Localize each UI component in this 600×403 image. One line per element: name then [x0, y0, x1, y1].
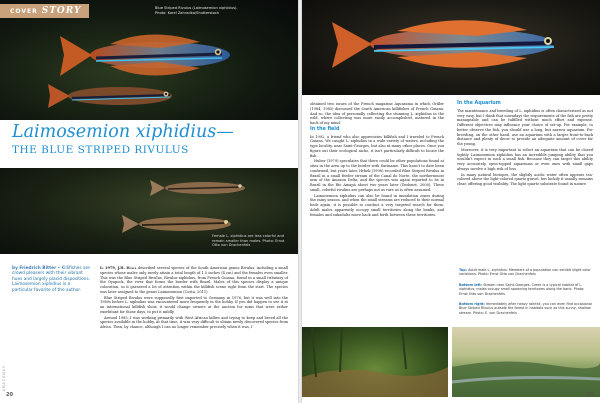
paragraph: Around 1985, I was working primarily with West African killies and trying to keep and breed all the species available in the hobby. At that time, it was very difficult to obtain newly discovered species from Africa. Then, by chance, although I can no longer remember precisely when it was, I	[100, 315, 288, 329]
female-fish-caption: Female L. xiphidius are less colorful and remain smaller than males. Photo: Ernst Otto von Drachenfels	[212, 234, 285, 248]
right-body-column-2	[457, 102, 593, 188]
paragraph: obtained two issues of the French magazine Aquarama in which Oriller (1984, 1985) discussed the South American killifishes of French Guiana. And so, the idea of personally collecting the stunning L. xiphidius in the wild, where collecting was more easily accomplished, matured in the back of my mind.	[310, 102, 444, 125]
section-tab-prefix: COVER	[10, 7, 38, 15]
caption-text: Immediately after heavy rainfall, you can even find occasional Blue Striped Rivulus outside the forest in habitats such as this sunny, shallow stream. Photo: E. von Drachenfels	[459, 302, 592, 315]
caption-text: Adult male L. xiphidius. Members of a population can exhibit slight color variations. Photo: Ernst Otto von Drachenfels	[459, 268, 591, 277]
section-tab-word: STORY	[41, 6, 82, 16]
section-tab	[0, 4, 89, 18]
left-body-column	[100, 266, 288, 331]
right-page	[302, 0, 600, 403]
paragraph: Moreover, it is very important to select an aquarium that can be closed tightly. Laimosemion xiphidius has an incredible jumping ability that you wouldn't expect in such a small fish. Because they can target this ability very accurately, open-topped aquariums or even ones with small gaps always involve a high risk of loss.	[457, 147, 593, 171]
intro-blurb	[12, 266, 92, 293]
heading-in-the-aquarium: In the Aquarium	[457, 101, 501, 106]
page-number-right: 21	[587, 392, 594, 398]
heading-in-the-field: In the field	[310, 126, 340, 132]
sunny-stream-photo	[452, 327, 600, 397]
paragraph: Blue Striped Rivulus were supposedly first imported to Germany in 1976, but it was well into the 1980s before L. xiphidius was encountered more frequently in the hobby. If you did happen to see it at an international killifish show, it would change owners at the auction for sums that were rather exorbitant for those days, to put it mildly.	[100, 295, 288, 314]
left-page	[0, 0, 298, 403]
caption-label: Top:	[459, 268, 467, 272]
paragraph: In 1992, a friend who also appreciates killifish and I traveled to French Guiana. We caught L. xiphidius in a wide variety of waters, including the type locality, near Saint-Georges, but also at many other places. Once you figure out their ecological niche, it isn't particularly difficult to locate the fish.	[310, 134, 444, 158]
hero-caption: Blue Striped Rivulus (Laimosemion xiphidius). Photo: Karel Zahradka/Shutterstock	[155, 6, 238, 15]
page-number-left: 20	[6, 392, 13, 398]
stream-photo	[302, 327, 448, 397]
caption-bottom-left	[459, 283, 593, 296]
lead-in: In 1979, J.H. Huber	[100, 266, 137, 270]
female-fish-photo	[0, 168, 298, 254]
fish-adult-male-illustration	[302, 0, 600, 95]
paragraph: Huber (1979) speculates that there could be other populations found at sites in the area up to the border with Suriname. This hasn't to date been confirmed, but years later, Hrbek (1998) recorded Blue Striped Rivulus in Brazil in a small feeder stream of the Canal do Norte, the northernmost arm of the Amazon Delta, and the species was again reported to be in Brazil in the Rio Amapá about two years later (Dedonet, 2000). These small, colorful rivulins are perhaps not as rare as is often assumed.	[310, 159, 444, 192]
paragraph: In many natural biotopes, the slightly acidic water often appears tea-colored above the light-colored quartz gravel, but luckily it usually remains clear, offering good visibility. The light quartz substrate found in nature	[457, 172, 593, 186]
paragraph: Laimosemion xiphidius can also be found in inundation zones during the rainy season, and when the small streams are reduced to their normal beds again, it is possible to conduct a very targeted search for them. Adult males apparently occupy small territories along the banks, and females and subadults move back and forth between these territories.	[310, 193, 444, 217]
side-label: AMAZONAS	[2, 364, 6, 391]
intro-separator: •	[57, 266, 62, 271]
sunny-stream-illustration	[452, 327, 600, 397]
right-hero-photo	[302, 0, 600, 95]
paragraph-text: described several species of the South American genus Rivulus, including a small species whose males only rarely attain a total length of 1.5 inches (4 cm) and the females even smaller. This was the Blue Striped Rivulus, Rivulus xiphidius, from French Guiana, found in a small tributary of the Oyapock, the river that forms the border with Brazil. Males of this species display a unique coloration, so it garnered a lot of attention within the killifish scene right from the start. The species was later assigned to the genus Laimosemion (Costa, 2011).	[100, 266, 288, 294]
caption-bottom-right	[459, 302, 593, 315]
caption-label: Bottom left:	[459, 283, 483, 287]
article-title-block	[12, 122, 294, 156]
fish-male-illustration	[0, 0, 298, 120]
paragraph: The maintenance and breeding of L. xiphidius is often characterized as not very easy, but I think that nowadays the requirements of the fish are pretty manageable and can be fulfilled without much effort and expense. Different objectives may influence your choice of set-up. For example, to better observe the fish, you should use a long, but narrow aquarium. For breeding, on the other hand, use an aquarium with a larger front-to-back distance and plenty of decor to provide an adequate amount of cover for the young.	[457, 108, 593, 146]
right-body-column-1	[310, 102, 444, 218]
caption-text: Stream near Saint-Georges. Creek is a typical habitat of L. xiphidius; males occupy small spawning territories along the bank. Photo: Ernst Otto von Drachenfels	[459, 283, 585, 296]
caption-top	[459, 268, 593, 277]
paragraph	[100, 266, 288, 295]
hero-photo	[0, 0, 298, 120]
stream-illustration	[302, 327, 448, 397]
article-title: Laimosemion xiphidius—	[12, 122, 234, 142]
intro-text: Killifishes are crowd pleasers with their vibrant hues and largely placid dispositions. Laimosemion xiphidius is a particular favorite of the author.	[12, 266, 91, 293]
author-byline: by Friedrich Bitter	[12, 266, 57, 271]
article-subtitle: THE BLUE STRIPED RIVULUS	[12, 144, 189, 156]
caption-label: Bottom right:	[459, 302, 485, 306]
